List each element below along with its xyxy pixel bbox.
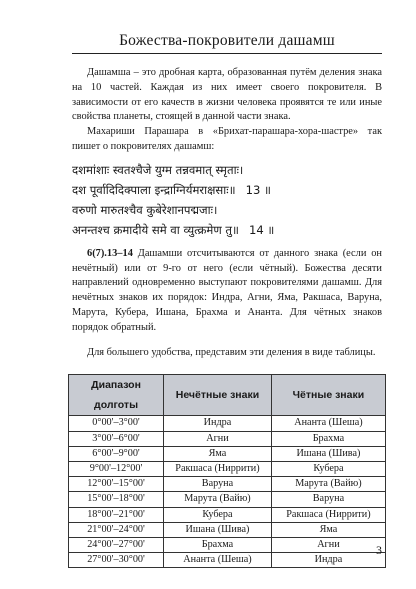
even-deity-cell: Ананта (Шеша)	[271, 416, 385, 431]
verse-number: 14 ॥	[248, 222, 275, 237]
odd-deity-cell: Индра	[164, 416, 272, 431]
verse-reference: 6(7).13–14	[87, 247, 133, 259]
table-header-row	[69, 375, 386, 416]
running-header: Божества-покровители дашамш	[119, 32, 335, 49]
even-deity-cell: Агни	[271, 537, 385, 552]
odd-deity-cell: Ишана (Шива)	[164, 522, 272, 537]
range-cell: 27°00'–30°00'	[69, 553, 164, 568]
verse-line	[72, 180, 382, 200]
verse-number: 13 ॥	[245, 182, 271, 197]
table-row	[69, 553, 386, 568]
odd-deity-cell: Варуна	[164, 477, 272, 492]
table-row	[69, 537, 386, 552]
table-row	[69, 492, 386, 507]
odd-deity-cell: Марута (Вайю)	[164, 492, 272, 507]
header-odd-signs: Нечётные знаки	[164, 375, 272, 416]
intro-paragraph: Дашамша – это дробная карта, образованная путём деления знака на 10 частей. Каждая из них имеет своего покровителя. В зависимости от его качеств в жизни человека проявятся те или иные свойства планеты, стоящей в данной части знака.	[72, 67, 382, 123]
table-row	[69, 461, 386, 476]
verse-line	[72, 160, 382, 180]
even-deity-cell: Ишана (Шива)	[271, 446, 385, 461]
even-deity-cell: Варуна	[271, 492, 385, 507]
even-deity-cell: Яма	[271, 522, 385, 537]
odd-deity-cell: Агни	[164, 431, 272, 446]
table-note: Для большего удобства, представим эти деления в виде таблицы.	[87, 346, 376, 358]
header-even-signs: Чётные знаки	[271, 375, 385, 416]
range-cell: 9°00'–12°00'	[69, 461, 164, 476]
odd-deity-cell: Ананта (Шеша)	[164, 553, 272, 568]
table-row	[69, 522, 386, 537]
range-cell: 0°00'–3°00'	[69, 416, 164, 431]
header-rule	[72, 53, 382, 54]
verse-line	[72, 220, 382, 240]
verse-line	[72, 200, 382, 220]
odd-deity-cell: Брахма	[164, 537, 272, 552]
table-row	[69, 477, 386, 492]
dashamsha-table	[68, 374, 386, 568]
table-row	[69, 446, 386, 461]
page-number: 3	[376, 543, 382, 557]
table-row	[69, 416, 386, 431]
odd-deity-cell: Кубера	[164, 507, 272, 522]
table-row	[69, 431, 386, 446]
even-deity-cell: Марута (Вайю)	[271, 477, 385, 492]
even-deity-cell: Индра	[271, 553, 385, 568]
commentary-text: Дашамши отсчитываются от данного знака (если он нечётный) или от 9-го от него (если чётный). Божества десяти направлений одновременно выступают покровителями дашамш. Для нечётных знаков их порядок: Индра, Агни, Яма, Ракшаса, Варуна, Марута, Кубера, Ишана, Брахма и Ананта. Для чётных знаков порядок обратный.	[72, 247, 382, 333]
range-cell: 24°00'–27°00'	[69, 537, 164, 552]
verse-text: अनन्तश्च क्रमादीये समे वा व्युत्क्रमेण तु॥	[72, 222, 239, 237]
even-deity-cell: Брахма	[271, 431, 385, 446]
range-cell: 18°00'–21°00'	[69, 507, 164, 522]
even-deity-cell: Ракшаса (Ниррити)	[271, 507, 385, 522]
page-body	[72, 66, 382, 568]
range-cell: 21°00'–24°00'	[69, 522, 164, 537]
table-row	[69, 507, 386, 522]
verse-text: दश पूर्वादिदिक्पाला इन्द्राग्निर्यमराक्षसाः॥	[72, 182, 236, 197]
range-cell: 3°00'–6°00'	[69, 431, 164, 446]
range-cell: 12°00'–15°00'	[69, 477, 164, 492]
odd-deity-cell: Яма	[164, 446, 272, 461]
range-cell: 6°00'–9°00'	[69, 446, 164, 461]
odd-deity-cell: Ракшаса (Ниррити)	[164, 461, 272, 476]
header-longitude-range: Диапазон долготы	[69, 375, 164, 416]
even-deity-cell: Кубера	[271, 461, 385, 476]
commentary-paragraph	[72, 247, 382, 336]
parashara-intro-paragraph: Махариши Парашара в «Брихат-парашара-хора-шастре» так пишет о покровителях дашамш:	[72, 126, 382, 152]
sanskrit-verses	[72, 160, 382, 240]
range-cell: 15°00'–18°00'	[69, 492, 164, 507]
verse-text: वरुणो मारुतश्चैव कुबेरेशानपद्मजाः।	[72, 202, 218, 217]
verse-text: दशमांशाः स्वतश्चैजे युग्म तन्नवमात् स्मृताः।	[72, 162, 244, 177]
